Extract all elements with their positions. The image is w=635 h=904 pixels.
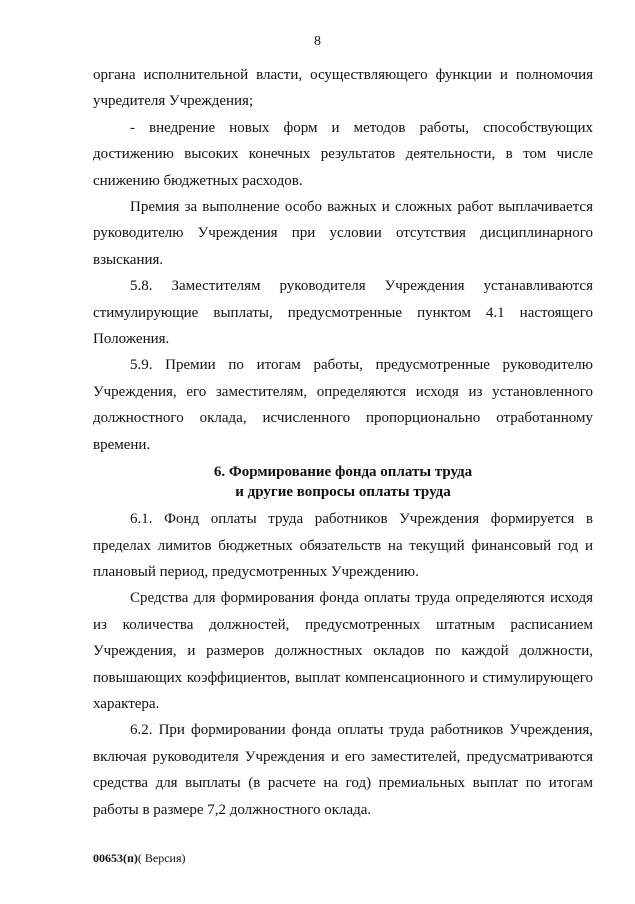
document-body [93,62,593,823]
footer-code: 00653(п) [93,851,138,865]
paragraph-5-9: 5.9. Премии по итогам работы, предусмотренные руководителю Учреждения, его заместителям, определяются исходя из установленного должностного оклада, исчисленного пропорционально отработанному времени. [93,357,593,453]
page-number: 8 [314,34,321,49]
paragraph-bonus: Премия за выполнение особо важных и сложных работ выплачивается руководителю Учреждения при условии отсутствия дисциплинарного взыскания. [93,199,593,268]
paragraph-6-2: 6.2. При формировании фонда оплаты труда работников Учреждения, включая руководителя Учреждения и его заместителей, предусматриваются средства для выплаты (в расчете на год) премиальных выплат по итогам работы в размере 7,2 должностного оклада. [93,722,593,818]
footer-version: ( Версия) [137,851,186,865]
paragraph-continuation: органа исполнительной власти, осуществляющего функции и полномочия учредителя Учреждения; [93,67,593,110]
section-heading-line-2: и другие вопросы оплаты труда [235,484,451,501]
document-footer [93,851,186,866]
paragraph-funds: Средства для формирования фонда оплаты труда определяются исходя из количества должностей, предусмотренных штатным расписанием Учреждения, и размеров должностных окладов по каждой должности, повышающих коэффициентов, выплат компенсационного и стимулирующего характера. [93,590,593,712]
section-heading [93,462,593,502]
paragraph-6-1: 6.1. Фонд оплаты труда работников Учреждения формируется в пределах лимитов бюджетных обязательств на текущий финансовый год и плановый период, предусмотренных Учреждению. [93,511,593,580]
section-heading-line-1: 6. Формирование фонда оплаты труда [213,464,473,481]
paragraph-5-8: 5.8. Заместителям руководителя Учреждения устанавливаются стимулирующие выплаты, предусмотренные пунктом 4.1 настоящего Положения. [93,278,593,348]
paragraph-list-item: - внедрение новых форм и методов работы, способствующих достижению высоких конечных результатов деятельности, в том числе снижению бюджетных расходов. [93,119,593,189]
